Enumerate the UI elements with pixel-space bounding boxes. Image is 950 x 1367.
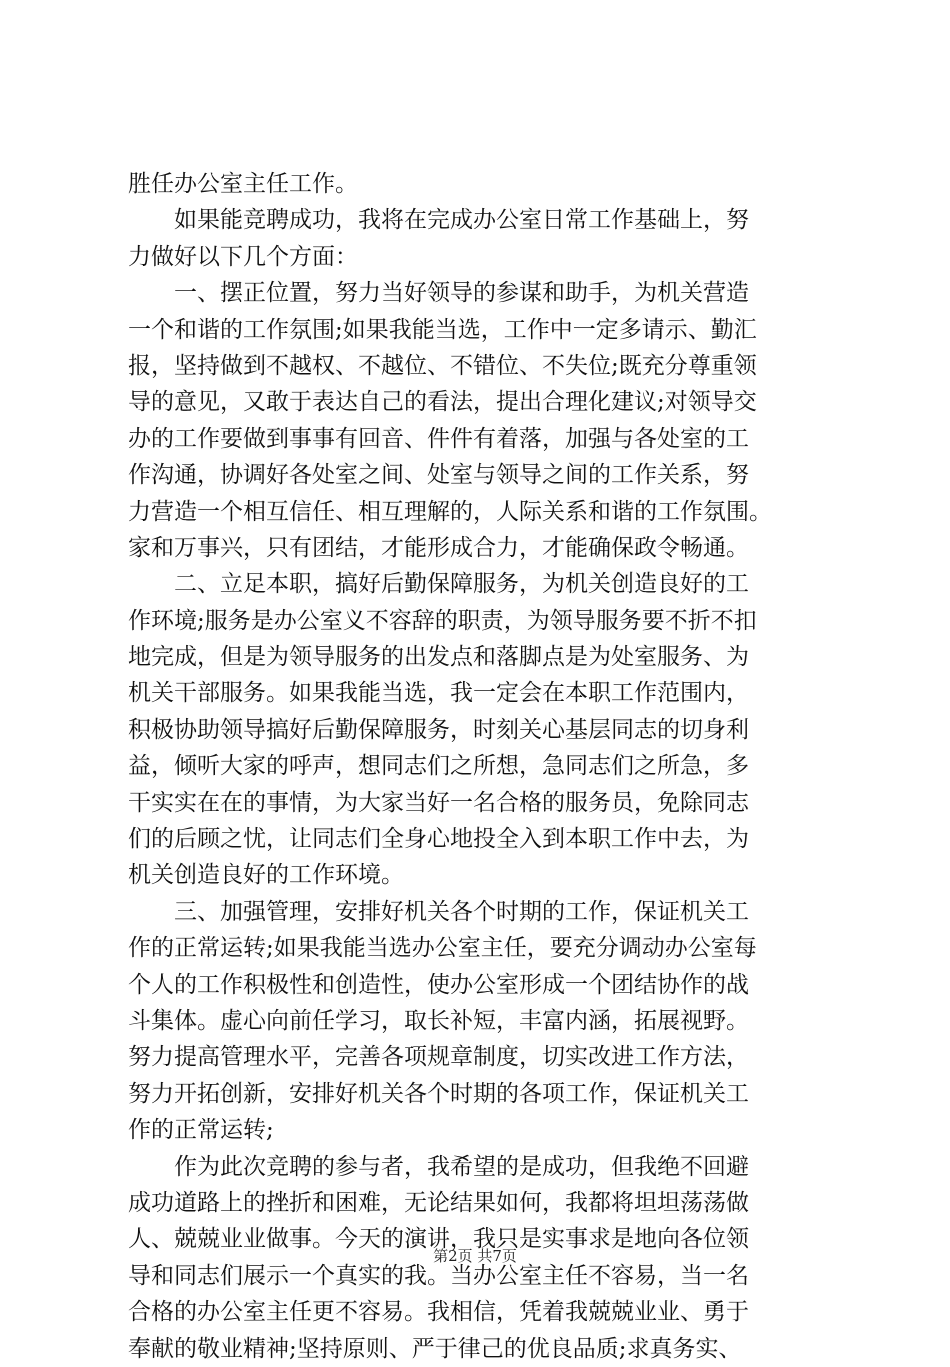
text-line: 如果能竞聘成功，我将在完成办公室日常工作基础上，努 (174, 207, 749, 234)
text-line: 一个和谐的工作氛围;如果我能当选，工作中一定多请示、勤汇 (128, 316, 757, 343)
text-line: 成功道路上的挫折和困难，无论结果如何，我都将坦坦荡荡做 (128, 1189, 749, 1216)
text-line: 作为此次竞聘的参与者，我希望的是成功，但我绝不回避 (174, 1153, 749, 1180)
text-line: 作的正常运转;如果我能当选办公室主任，要充分调动办公室每 (128, 935, 757, 962)
text-line: 机关干部服务。如果我能当选，我一定会在本职工作范围内， (128, 680, 749, 707)
text-line: 努力提高管理水平，完善各项规章制度，切实改进工作方法， (128, 1044, 749, 1071)
text-line: 报，坚持做到不越权、不越位、不错位、不失位;既充分尊重领 (128, 352, 757, 379)
text-line: 们的后顾之忧，让同志们全身心地投全入到本职工作中去，为 (128, 826, 749, 853)
text-line: 家和万事兴，只有团结，才能形成合力，才能确保政令畅通。 (128, 534, 749, 561)
text-line: 干实实在在的事情，为大家当好一名合格的服务员，免除同志 (128, 789, 749, 816)
text-line: 一、摆正位置，努力当好领导的参谋和助手，为机关营造 (174, 280, 749, 307)
text-line: 导和同志们展示一个真实的我。当办公室主任不容易，当一名 (128, 1262, 749, 1289)
text-line: 个人的工作积极性和创造性，使办公室形成一个团结协作的战 (128, 971, 749, 998)
text-line: 办的工作要做到事事有回音、件件有着落，加强与各处室的工 (128, 425, 749, 452)
text-line: 努力开拓创新，安排好机关各个时期的各项工作，保证机关工 (128, 1080, 749, 1107)
text-line: 二、立足本职，搞好后勤保障服务，为机关创造良好的工 (174, 571, 749, 598)
text-line: 地完成，但是为领导服务的出发点和落脚点是为处室服务、为 (128, 644, 749, 671)
page-number-footer: 第2页 共7页 (433, 1247, 517, 1265)
text-line: 作环境;服务是办公室义不容辞的职责，为领导服务要不折不扣 (128, 607, 757, 634)
document-body (128, 166, 828, 1367)
text-line: 作的正常运转; (128, 1117, 274, 1144)
text-line: 积极协助领导搞好后勤保障服务，时刻关心基层同志的切身利 (128, 716, 749, 743)
text-line: 力做好以下几个方面： (128, 243, 358, 270)
text-line: 机关创造良好的工作环境。 (128, 862, 404, 889)
text-line: 人、兢兢业业做事。今天的演讲，我只是实事求是地向各位领 (128, 1226, 749, 1253)
text-line: 合格的办公室主任更不容易。我相信，凭着我兢兢业业、勇于 (128, 1299, 749, 1326)
text-line: 胜任办公室主任工作。 (128, 171, 358, 197)
text-line: 三、加强管理，安排好机关各个时期的工作，保证机关工 (174, 898, 749, 925)
text-line: 益，倾听大家的呼声，想同志们之所想，急同志们之所急，多 (128, 753, 749, 780)
text-line: 斗集体。虚心向前任学习，取长补短，丰富内涵，拓展视野。 (128, 1007, 749, 1034)
text-line: 奉献的敬业精神;坚持原则、严于律己的优良品质;求真务实、 (128, 1335, 742, 1362)
text-line: 力营造一个相互信任、相互理解的，人际关系和谐的工作氛围。 (128, 498, 772, 525)
text-line: 导的意见，又敢于表达自己的看法，提出合理化建议;对领导交 (128, 389, 757, 416)
text-line: 作沟通，协调好各处室之间、处室与领导之间的工作关系，努 (128, 462, 749, 489)
